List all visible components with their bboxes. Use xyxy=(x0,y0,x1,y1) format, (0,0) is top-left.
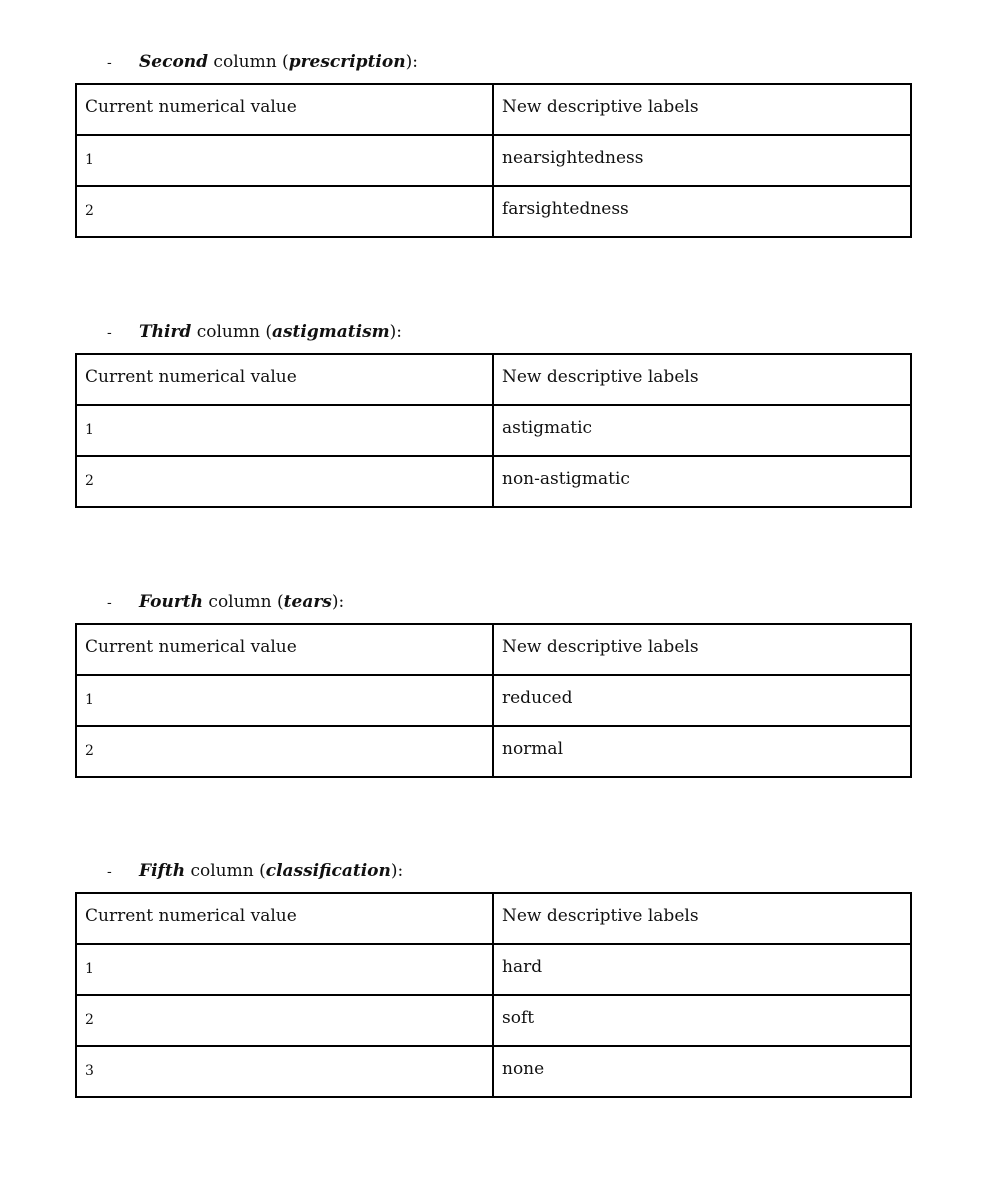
header-cell-current: Current numerical value xyxy=(76,354,493,405)
label-cell: reduced xyxy=(493,675,911,726)
heading-end: ): xyxy=(390,861,404,881)
header-cell-new: New descriptive labels xyxy=(493,624,911,675)
header-cell-current: Current numerical value xyxy=(76,624,493,675)
heading-end: ): xyxy=(405,52,418,72)
heading-field: classification xyxy=(265,861,391,881)
table-row xyxy=(76,726,911,777)
value-cell: 3 xyxy=(76,1046,493,1097)
table-row xyxy=(76,944,911,995)
value-cell: 1 xyxy=(76,405,493,456)
heading-end: ): xyxy=(331,592,345,612)
heading-field: tears xyxy=(283,592,332,612)
value-cell: 2 xyxy=(76,726,493,777)
heading-ordinal: Fourth xyxy=(139,592,204,612)
value-cell: 1 xyxy=(76,675,493,726)
table-header-row xyxy=(76,354,911,405)
value-cell: 2 xyxy=(76,995,493,1046)
label-cell: soft xyxy=(493,995,911,1046)
heading-middle: column ( xyxy=(208,52,289,72)
table-row xyxy=(76,456,911,507)
heading-middle: column ( xyxy=(191,322,272,342)
heading-field: astigmatism xyxy=(271,322,390,342)
table-row xyxy=(76,405,911,456)
section-heading xyxy=(107,861,910,881)
table-row xyxy=(76,135,911,186)
heading-middle: column ( xyxy=(203,592,284,612)
mapping-table xyxy=(75,623,912,778)
table-row xyxy=(76,186,911,237)
label-cell: none xyxy=(493,1046,911,1097)
heading-ordinal: Fifth xyxy=(139,861,186,881)
header-cell-new: New descriptive labels xyxy=(493,354,911,405)
bullet-dash: - xyxy=(107,595,112,611)
table-row xyxy=(76,1046,911,1097)
mapping-table xyxy=(75,892,912,1098)
table-header-row xyxy=(76,624,911,675)
value-cell: 1 xyxy=(76,944,493,995)
bullet-dash: - xyxy=(107,55,112,71)
heading-field: prescription xyxy=(288,52,406,72)
header-cell-current: Current numerical value xyxy=(76,893,493,944)
heading-middle: column ( xyxy=(185,861,266,881)
bullet-dash: - xyxy=(107,325,112,341)
mapping-table xyxy=(75,353,912,508)
heading-ordinal: Third xyxy=(139,322,192,342)
mapping-table xyxy=(75,83,912,238)
label-cell: nearsightedness xyxy=(493,135,911,186)
section-classification xyxy=(75,861,910,1098)
section-heading xyxy=(107,592,910,612)
header-cell-new: New descriptive labels xyxy=(493,84,911,135)
bullet-dash: - xyxy=(107,864,112,880)
section-tears xyxy=(75,592,910,778)
heading-end: ): xyxy=(389,322,402,342)
table-header-row xyxy=(76,84,911,135)
value-cell: 2 xyxy=(76,456,493,507)
value-cell: 1 xyxy=(76,135,493,186)
table-row xyxy=(76,675,911,726)
header-cell-new: New descriptive labels xyxy=(493,893,911,944)
section-heading xyxy=(107,322,910,342)
label-cell: hard xyxy=(493,944,911,995)
table-header-row xyxy=(76,893,911,944)
header-cell-current: Current numerical value xyxy=(76,84,493,135)
table-row xyxy=(76,995,911,1046)
section-prescription xyxy=(75,52,910,238)
label-cell: non-astigmatic xyxy=(493,456,911,507)
heading-ordinal: Second xyxy=(139,52,209,72)
label-cell: normal xyxy=(493,726,911,777)
section-astigmatism xyxy=(75,322,910,508)
section-heading xyxy=(107,52,910,72)
label-cell: astigmatic xyxy=(493,405,911,456)
value-cell: 2 xyxy=(76,186,493,237)
label-cell: farsightedness xyxy=(493,186,911,237)
